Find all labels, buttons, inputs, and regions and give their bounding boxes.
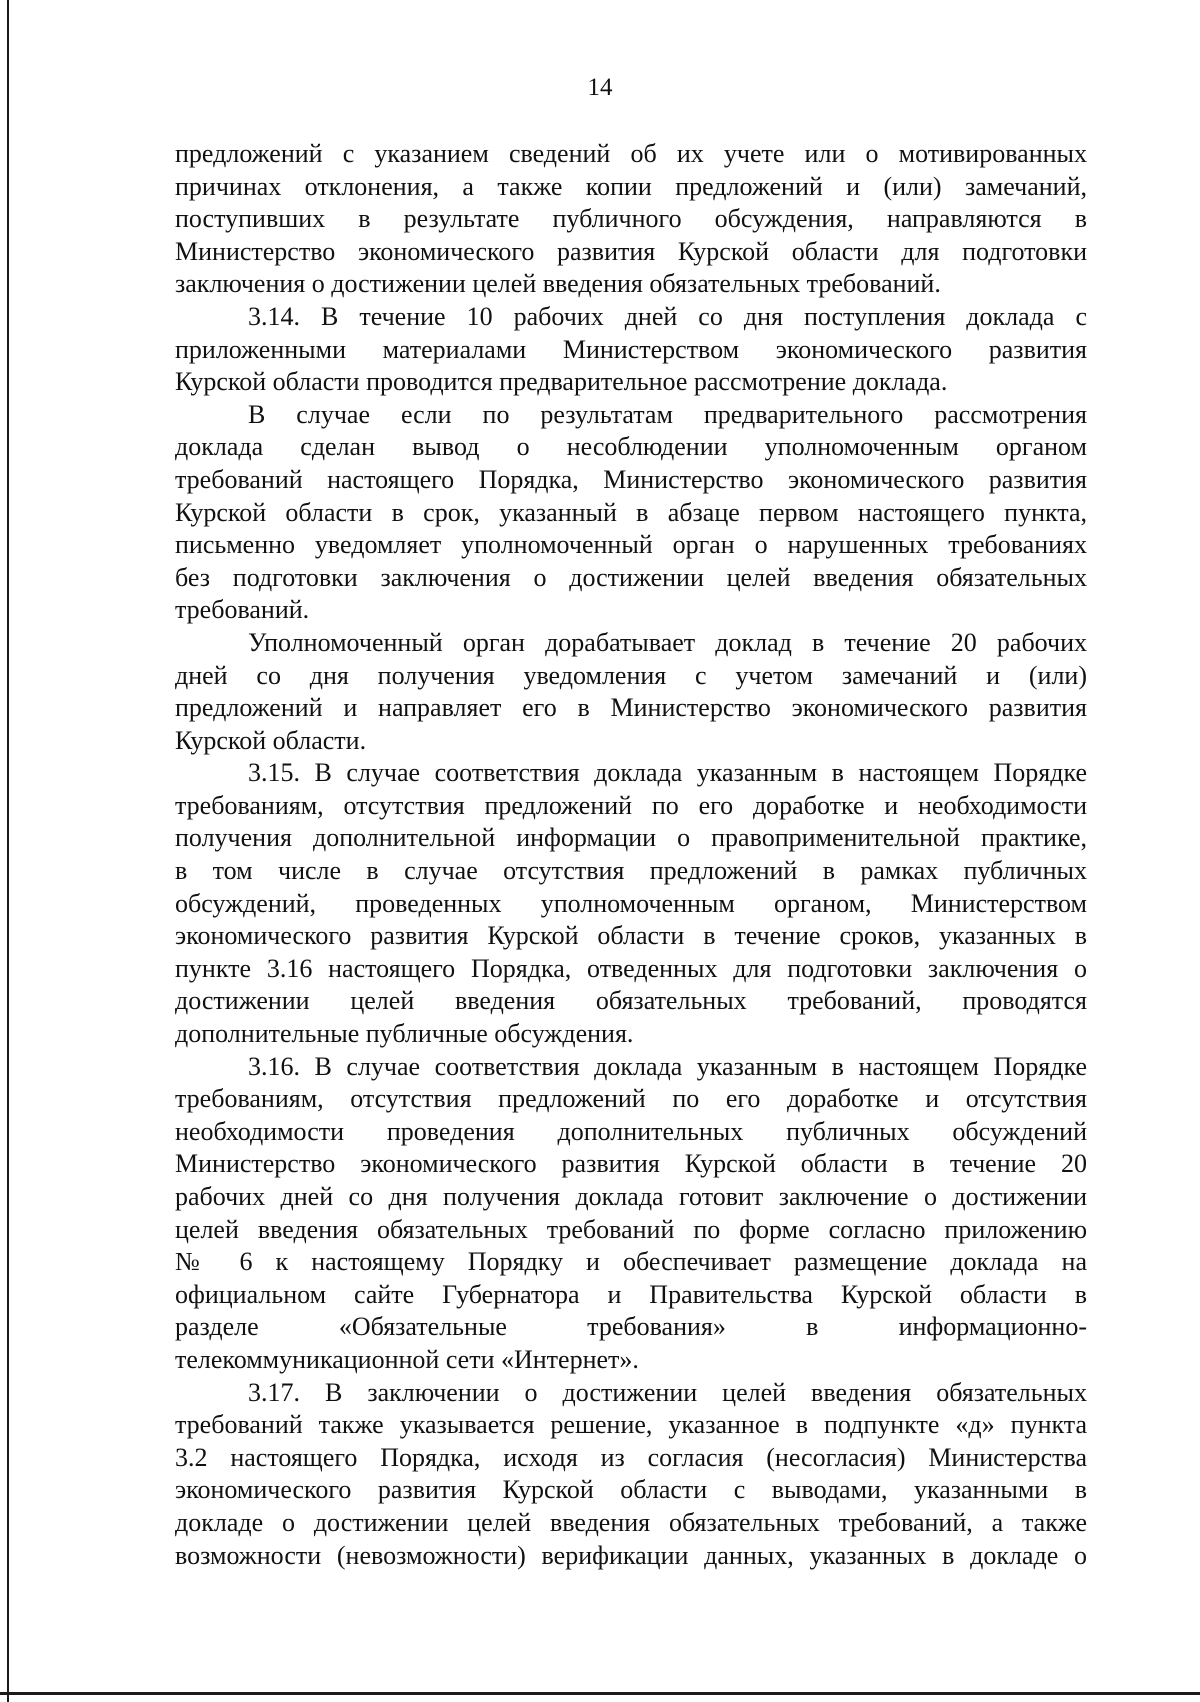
text-line: экономического развития Курской области с выводами, указанными в — [175, 1475, 1087, 1505]
text-line: Министерство экономического развития Курской области в течение 20 — [175, 1149, 1087, 1179]
text-line: возможности (невозможности) верификации данных, указанных в докладе о — [175, 1540, 1087, 1570]
text-line: требований. — [175, 595, 310, 625]
text-line: предложений с указанием сведений об их учете или о мотивированных — [175, 139, 1087, 168]
text-line: Курской области проводится предварительное рассмотрение доклада. — [175, 367, 948, 397]
text-line: требованиям, отсутствия предложений по его доработке и необходимости — [175, 790, 1087, 820]
text-line: телекоммуникационной сети «Интернет». — [175, 1344, 639, 1374]
text-line: № 6 к настоящему Порядку и обеспечивает размещение доклада на — [175, 1247, 1087, 1277]
text-line: целей введения обязательных требований по форме согласно приложению — [175, 1214, 1087, 1244]
text-line: 3.16. В случае соответствия доклада указанным в настоящем Порядке — [248, 1051, 1087, 1081]
text-line: письменно уведомляет уполномоченный орган о нарушенных требованиях — [175, 530, 1087, 560]
text-line: дней со дня получения уведомления с учетом замечаний и (или) — [175, 660, 1087, 690]
text-line: необходимости проведения дополнительных публичных обсуждений — [175, 1116, 1087, 1146]
text-line: В случае если по результатам предварительного рассмотрения — [248, 399, 1087, 429]
text-line: 3.2 настоящего Порядка, исходя из согласия (несогласия) Министерства — [175, 1442, 1087, 1472]
text-line: экономического развития Курской области в течение сроков, указанных в — [175, 921, 1087, 951]
text-line: обсуждений, проведенных уполномоченным органом, Министерством — [175, 888, 1087, 918]
text-line: Министерство экономического развития Курской области для подготовки — [175, 236, 1087, 266]
text-line: официальном сайте Губернатора и Правительства Курской области в — [175, 1279, 1087, 1309]
text-line: причинах отклонения, а также копии предложений и (или) замечаний, — [175, 171, 1087, 201]
text-line: Курской области. — [175, 725, 367, 755]
text-line: пункте 3.16 настоящего Порядка, отведенных для подготовки заключения о — [175, 953, 1087, 983]
text-line: приложенными материалами Министерством экономического развития — [175, 334, 1087, 364]
text-line: поступивших в результате публичного обсуждения, направляются в — [175, 204, 1087, 234]
text-line: 3.14. В течение 10 рабочих дней со дня поступления доклада с — [248, 301, 1087, 331]
text-line: заключения о достижении целей введения обязательных требований. — [175, 269, 941, 299]
text-line: предложений и направляет его в Министерство экономического развития — [175, 693, 1087, 723]
text-line: требованиям, отсутствия предложений по его доработке и отсутствия — [175, 1084, 1087, 1114]
text-line: Курской области в срок, указанный в абзаце первом настоящего пункта, — [175, 497, 1087, 527]
text-line: требований также указывается решение, указанное в подпункте «д» пункта — [175, 1410, 1087, 1440]
text-line: требований настоящего Порядка, Министерство экономического развития — [175, 464, 1087, 494]
text-line: получения дополнительной информации о правоприменительной практике, — [175, 823, 1087, 853]
text-line: 3.17. В заключении о достижении целей введения обязательных — [248, 1377, 1087, 1407]
text-line: Уполномоченный орган дорабатывает доклад в течение 20 рабочих — [248, 627, 1087, 657]
text-line: рабочих дней со дня получения доклада готовит заключение о достижении — [175, 1182, 1087, 1211]
scan-left-edge — [7, 0, 9, 1702]
text-line: доклада сделан вывод о несоблюдении уполномоченным органом — [175, 432, 1087, 462]
scan-bottom-edge — [0, 1692, 1200, 1695]
document-body — [175, 138, 1087, 1572]
text-line: в том числе в случае отсутствия предложений в рамках публичных — [175, 856, 1087, 886]
text-line: докладе о достижении целей введения обязательных требований, а также — [175, 1507, 1087, 1537]
page-number: 14 — [587, 74, 613, 101]
text-line: дополнительные публичные обсуждения. — [175, 1019, 634, 1049]
text-line: разделе «Обязательные требования» в информационно- — [175, 1312, 1087, 1342]
text-line: достижении целей введения обязательных требований, проводятся — [175, 986, 1087, 1016]
text-line: 3.15. В случае соответствия доклада указанным в настоящем Порядке — [248, 758, 1087, 788]
text-line: без подготовки заключения о достижении целей введения обязательных — [175, 562, 1087, 592]
